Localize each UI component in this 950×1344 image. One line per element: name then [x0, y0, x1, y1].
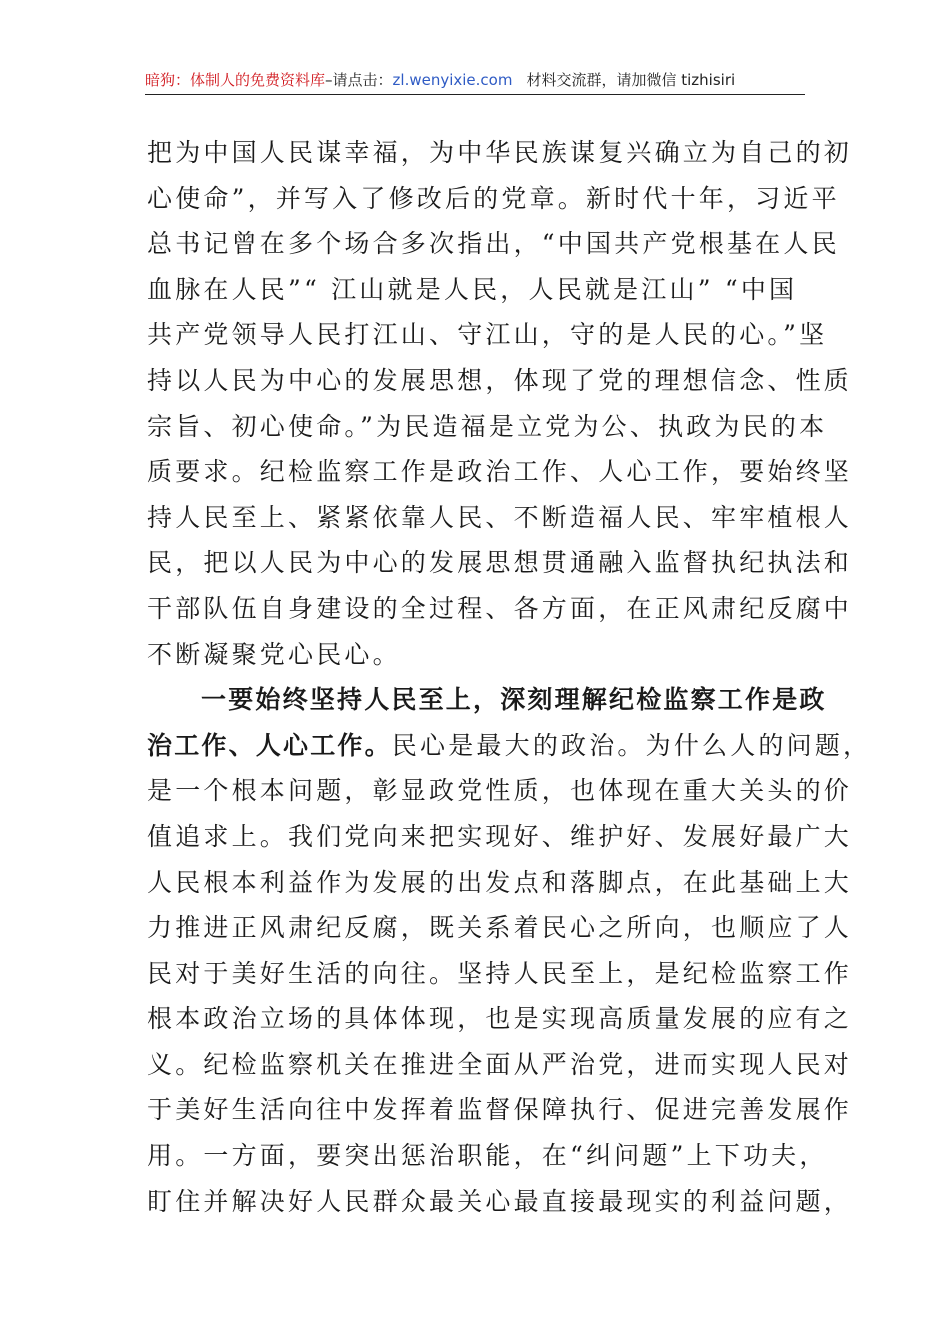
text-line: 质要求。纪检监察工作是政治工作、人心工作，要始终坚 [147, 457, 853, 487]
text-line: 力推进正风肃纪反腐，既关系着民心之所向，也顺应了人 [147, 913, 853, 943]
text-line: 根本政治立场的具体体现，也是实现高质量发展的应有之 [147, 1004, 853, 1034]
text-line: 总书记曾在多个场合多次指出，“中国共产党根基在人民 [147, 229, 840, 259]
header-prompt: –请点击： [325, 71, 393, 89]
text-line [147, 723, 872, 769]
text-line: 宗旨、初心使命。”为民造福是立党为公、执政为民的本 [147, 411, 828, 441]
text-line: 民对于美好生活的向往。坚持人民至上，是纪检监察工作 [147, 958, 853, 988]
text-line: 于美好生活向往中发挥着监督保障执行、促进完善发展作 [147, 1095, 853, 1125]
header-url-link[interactable]: zl.wenyixie.com [392, 71, 513, 89]
text-fragment: 民心是最大的政治。为什么人的问题， [391, 730, 872, 760]
text-line: 干部队伍自身建设的全过程、各方面，在正风肃纪反腐中 [147, 593, 853, 623]
text-line: 心使命”，并写入了修改后的党章。新时代十年，习近平 [147, 183, 840, 213]
text-line: 持以人民为中心的发展思想，体现了党的理想信念、性质 [147, 365, 853, 395]
paragraph-heading-continued: 治工作、人心工作。 [147, 730, 392, 760]
text-line: 共产党领导人民打江山、守江山，守的是人民的心。”坚 [147, 320, 828, 350]
text-line: 是一个根本问题，彰显政党性质，也体现在重大关头的价 [147, 776, 853, 806]
text-line: 持人民至上、紧紧依靠人民、不断造福人民、牢牢植根人 [147, 502, 853, 532]
text-line: 民，把以人民为中心的发展思想贯通融入监督执纪执法和 [147, 548, 853, 578]
header-brand: 暗狗：体制人的免费资料库 [145, 71, 326, 89]
text-line: 用。一方面，要突出惩治职能，在“纠问题”上下功夫， [147, 1141, 828, 1171]
text-line: 值追求上。我们党向来把实现好、维护好、发展好最广大 [147, 821, 853, 851]
text-line: 把为中国人民谋幸福，为中华民族谋复兴确立为自己的初 [147, 138, 853, 167]
paragraph-2 [147, 677, 872, 1224]
page-header [145, 66, 805, 95]
header-note: 材料交流群，请加微信 tizhisiri [526, 71, 736, 89]
text-line: 血脉在人民”“ 江山就是人民，人民就是江山” “中国 [147, 274, 798, 304]
paragraph-1 [147, 130, 853, 677]
text-line: 不断凝聚党心民心。 [147, 639, 401, 669]
text-line: 盯住并解决好人民群众最关心最直接最现实的利益问题， [147, 1186, 853, 1216]
text-line: 义。纪检监察机关在推进全面从严治党，进而实现人民对 [147, 1049, 853, 1079]
text-line: 人民根本利益作为发展的出发点和落脚点，在此基础上大 [147, 867, 853, 897]
paragraph-heading: 一要始终坚持人民至上，深刻理解纪检监察工作是政 [201, 685, 827, 715]
document-body [147, 130, 872, 1224]
